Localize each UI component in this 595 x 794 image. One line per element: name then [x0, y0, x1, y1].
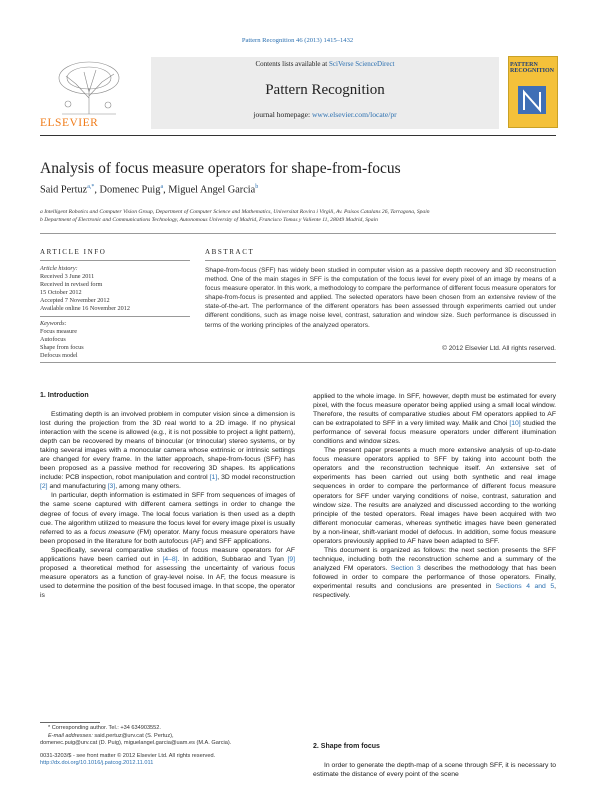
paragraph: In order to generate the depth-map of a scene through SFF, it is necessary to estimate the distance of every point of the scene [313, 762, 556, 779]
paragraph: This document is organized as follows: the next section presents the SFF technique, including both the reconstruction scheme and a summary of the analyzed FM operators. Section 3 describes the methodology that has been followed in order to compare the performance of those operators. Finally, experimental results and conclusions are presented in Sections 4 and 5, respectively. [313, 546, 556, 600]
citation-link[interactable]: [1] [209, 474, 218, 482]
publisher-wordmark: ELSEVIER [40, 117, 99, 129]
author-name: Miguel Angel Garcia [168, 184, 256, 196]
paragraph: The present paper presents a much more extensive analysis of up-to-date focus measure operators applied to SFF by taking into account both the operators and the reconstruction technique itself. An extensive set of experiments has been carried out using both synthetic and real image sequences in order to compare the performance of different focus measure operators for SFF under varying conditions of noise, contrast, saturation and window size. The results are analyzed and discussed according to the working principle of the tested operators. Real images have been acquired with two different monocular cameras, whereas synthetic images have been generated by a non-linear, shift-variant model of defocus. In addition, some focus measure operators previously applied to AF have been adapted to SFF. [313, 447, 556, 545]
journal-name: Pattern Recognition [265, 82, 385, 98]
keyword-item: Shape from focus [40, 344, 84, 351]
footnote-rule [40, 722, 100, 723]
abstract-copyright: © 2012 Elsevier Ltd. All rights reserved. [442, 345, 556, 352]
history-line: Available online 16 November 2012 [40, 305, 130, 312]
keywords-label: Keywords: [40, 320, 67, 327]
homepage-link[interactable]: www.elsevier.com/locate/pr [311, 110, 397, 119]
sciencedirect-link[interactable]: SciVerse ScienceDirect [329, 60, 395, 68]
keyword-item: Defocus model [40, 352, 78, 359]
section2-text [313, 761, 556, 779]
corresponding-author: * Corresponding author. Tel.: +34 634903552. [48, 725, 161, 731]
citation-link[interactable]: [2] [40, 483, 48, 491]
affiliation-b: b Department of Electronic and Communications Technology, Autonomous University of Madrid, Francisco Tomas y Valiente 11, 28049 Madrid, Spain [40, 217, 378, 223]
keyword-item: Autofocus [40, 336, 66, 343]
abstract-rule [205, 260, 556, 261]
abstract-heading: ABSTRACT [205, 248, 255, 256]
article-info-rule [40, 260, 190, 261]
keyword-item: Focus measure [40, 328, 77, 335]
footnotes [40, 725, 295, 768]
citation-link[interactable]: [10] [509, 420, 521, 428]
history-line: Received 3 June 2011 [40, 273, 95, 280]
history-line: 15 October 2012 [40, 289, 82, 296]
email-label: E-mail addresses: [48, 732, 93, 739]
issn-line: 0031-3203/$ - see front matter © 2012 Elsevier Ltd. All rights reserved. [40, 752, 216, 759]
citation-link[interactable]: [4–8] [162, 555, 178, 563]
author-affil-sup[interactable]: a [160, 184, 164, 190]
abstract-text: Shape-from-focus (SFF) has widely been studied in computer vision as a passive depth recovery and 3D reconstruction method. One of the main stages in SFF is the computation of the focus level for every pixel of an image by means of a focus measure operator. In this work, a methodology to compare the performance of different focus measure operators for shape-from-focus is presented and applied. The selected operators have been chosen from an extensive review of the state-of-the-art. The performance of the different operators has been assessed through experiments carried out under different conditions, such as image noise level, contrast, saturation and window size. Such performance is discussed in terms of the working principles of the analyzed operators. [205, 267, 556, 329]
homepage-line [151, 110, 499, 119]
article-title: Analysis of focus measure operators for shape-from-focus [40, 160, 401, 177]
author-list: Said Pertuz$^{a,*}$, Domenec Puig$^a$, Miguel Angel Garcia$^b$ [40, 184, 259, 196]
section-link[interactable]: Sections 4 and 5 [495, 582, 555, 590]
email-line[interactable]: said.pertuz@urv.cat (S. Pertuz), [92, 732, 174, 739]
section-link[interactable]: Section 3 [390, 564, 421, 572]
cover-title: PATTERN RECOGNITION [510, 62, 555, 75]
doi-link[interactable]: http://dx.doi.org/10.1016/j.patcog.2012.11.011 [40, 760, 154, 766]
citation-link[interactable]: [9] [287, 555, 295, 563]
email-line[interactable]: domenec.puig@urv.cat (D. Puig), miguelangel.garcia@uam.es (M.A. Garcia). [40, 740, 232, 746]
contents-prefix: Contents lists available at [255, 60, 329, 68]
section1-heading: 1. Introduction [40, 392, 89, 399]
homepage-prefix: journal homepage: [253, 110, 312, 119]
history-label: Article history: [40, 265, 78, 272]
paragraph: Specifically, several comparative studies of focus measure operators for AF applications have been carried out in [4–8]. In addition, Subbarao and Tyan [9] proposed a theoretical method for assessing the uncertainty of various focus measure operators as a function of gray-level noise. In AF, the focus measure is used to determine the position of the best focused image. In that scope, the operator is [40, 546, 295, 599]
paragraph: In particular, depth information is estimated in SFF from sequences of images of the same scene captured with different camera settings in order to change the degree of focus of every image. The local focus variation is then used as a depth cue. The algorithm utilized to measure the focus level for every image pixel is usually referred to as a focus measure (FM) operator. Many focus measure operators have been proposed in the literature for both autofocus (AF) and SFF applications. [40, 492, 296, 545]
author-affil-sup[interactable]: a,* [87, 184, 95, 190]
paragraph: Estimating depth is an involved problem in computer vision since a dimension is lost during the projection from the 3D real world to a 2D image. If no physical interaction with the scene is allowed (e.g., it is not possible to project a light pattern), depth can be recovered by means of binocular (or trinocular) stereo systems, or by taking several images with a monocular camera whose extrinsic or intrinsic settings are changed for every frame. In the latter approach, shape-from-focus (SFF) has been proposed as a passive method for recovering 3D shapes. Its applications include: PCB inspection, robot manipulation and control [1], 3D model reconstruction [2] and manufacturing [3], among many others. [40, 411, 295, 491]
history-line: Received in revised form [40, 281, 103, 288]
author-name: Domenec Puig [99, 184, 161, 196]
paragraph: applied to the whole image. In SFF, however, depth must be estimated for every pixel, with the focus measure operator being applied using a small local window. Therefore, the results of comparative studies about FM operators applied to AF can be extrapolated to SFF in a very limited way. Malik and Choi [10] studied the performance of several focus measure operators under different illumination conditions and window sizes. [313, 393, 556, 446]
affiliation-a: a Intelligent Robotics and Computer Vision Group, Department of Computer Science and Mathematics, Universitat Rovira i Virgili, Av. Paisos Catalans 26, Tarragona, Spain [40, 209, 430, 215]
keywords-rule [40, 316, 190, 317]
journal-citation[interactable]: Pattern Recognition 46 (2013) 1415–1432 [241, 37, 354, 44]
cover-emblem-icon [516, 84, 548, 116]
article-info-heading: ARTICLE INFO [40, 248, 107, 256]
citation-link[interactable]: [3] [107, 483, 116, 491]
author-name: Said Pertuz [40, 184, 88, 196]
affil-rule [40, 233, 556, 234]
header-rule [40, 135, 556, 136]
keywords [40, 320, 190, 360]
left-column [40, 410, 295, 600]
article-history [40, 265, 190, 313]
author-affil-sup[interactable]: b [255, 184, 259, 190]
history-line: Accepted 7 November 2012 [40, 297, 110, 304]
abstract-bottom-rule [40, 362, 556, 363]
section2-heading: 2. Shape from focus [313, 743, 380, 750]
right-column [313, 392, 556, 600]
contents-line [151, 60, 499, 68]
elsevier-tree-logo [40, 58, 138, 124]
